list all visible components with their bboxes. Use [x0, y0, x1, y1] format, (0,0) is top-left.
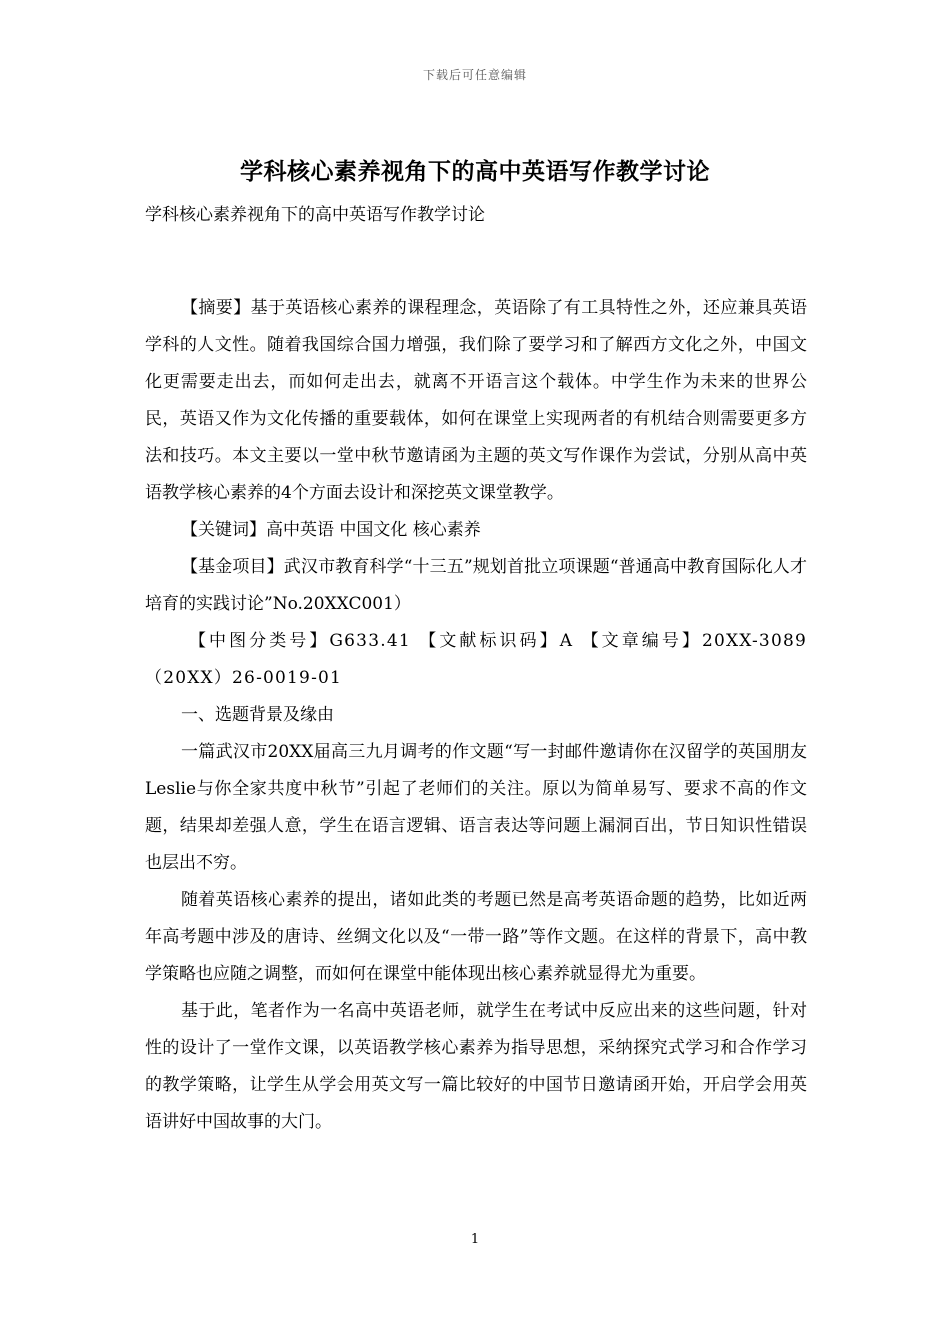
document-title: 学科核心素养视角下的高中英语写作教学讨论 [240, 159, 710, 185]
body-paragraph: 一篇武汉市20XX届高三九月调考的作文题“写一封邮件邀请你在汉留学的英国朋友Leslie与你全家共度中秋节”引起了老师们的关注。原以为简单易写、要求不高的作文题，结果却差强人意，学生在语言逻辑、语言表达等问题上漏洞百出，节日知识性错误也层出不穷。 [145, 742, 807, 873]
fund-paragraph: 【基金项目】武汉市教育科学“十三五”规划首批立项课题“普通高中教育国际化人才培育的实践讨论”No.20XXC001） [145, 557, 807, 614]
section-heading: 一、选题背景及缘由 [181, 705, 334, 725]
body-paragraph: 随着英语核心素养的提出，诸如此类的考题已然是高考英语命题的趋势，比如近两年高考题中涉及的唐诗、丝绸文化以及“一带一路”等作文题。在这样的背景下，高中教学策略也应随之调整，而如何在课堂中能体现出核心素养就显得尤为重要。 [145, 890, 807, 984]
abstract-paragraph: 【摘要】基于英语核心素养的课程理念，英语除了有工具特性之外，还应兼具英语学科的人文性。随着我国综合国力增强，我们除了要学习和了解西方文化之外，中国文化更需要走出去，而如何走出去，就离不开语言这个载体。中学生作为未来的世界公民，英语又作为文化传播的重要载体，如何在课堂上实现两者的有机结合则需要更多方法和技巧。本文主要以一堂中秋节邀请函为主题的英文写作课作为尝试，分别从高中英语教学核心素养的4个方面去设计和深挖英文课堂教学。 [145, 298, 807, 503]
page-number: 1 [470, 1232, 480, 1247]
document-subtitle: 学科核心素养视角下的高中英语写作教学讨论 [145, 205, 485, 225]
header-note: 下载后可任意编辑 [422, 68, 527, 82]
keywords-paragraph: 【关键词】高中英语 中国文化 核心素养 [181, 520, 481, 540]
document-body [145, 197, 807, 1141]
body-paragraph: 基于此，笔者作为一名高中英语老师，就学生在考试中反应出来的这些问题，针对性的设计了一堂作文课，以英语教学核心素养为指导思想，采纳探究式学习和合作学习的教学策略，让学生从学会用英文写一篇比较好的中国节日邀请函开始，开启学会用英语讲好中国故事的大门。 [145, 1001, 807, 1132]
classification-paragraph: 【中图分类号】G633.41 【文献标识码】A 【文章编号】20XX-3089（20XX）26-0019-01 [145, 631, 807, 688]
